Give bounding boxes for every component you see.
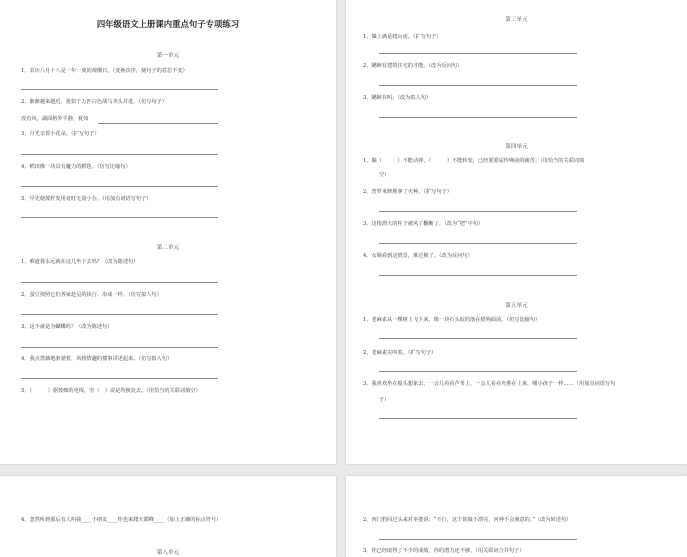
- document-page-3: [0, 476, 336, 557]
- document-page-2: [346, 0, 687, 464]
- answer-line: [21, 89, 218, 90]
- question-8-2: 2、西门豹回过头来对巫婆说：“不行，这个姑娘不漂亮，河神不会满意的。”（改为转述句）: [363, 517, 572, 523]
- answer-line: [21, 314, 218, 315]
- question-8-3: 3、你已经取得了不少的成绩，你的潜力还不够。（用关联词合并句子）: [363, 548, 525, 554]
- question-3-3: 3、蟋蟀在叫。（改为拟人句）: [363, 95, 432, 101]
- question-2-5: 5、（ ）据按细的电线，穷（ ）说是均换处去。（用恰当的关联词填空）: [21, 388, 201, 394]
- answer-line: [379, 117, 577, 118]
- question-3-1: 1、爆上满是爬山虎。（扩写句子）: [363, 34, 442, 40]
- unit-4-heading: 第四单元: [505, 144, 528, 150]
- unit-3-heading: 第三单元: [505, 17, 528, 23]
- question-1-3: 3、月光亲着小花朵。（扩写句子）: [21, 131, 100, 137]
- question-2-3: 3、这不就是为蝴蝶吗？（改为陈述句）: [21, 324, 113, 330]
- unit-1-heading: 第一单元: [156, 53, 180, 59]
- answer-line: [21, 154, 218, 155]
- question-2-4: 4、我点蔷薇地驱驶着，风将情趣的搂事讲述起来。（仿写拟人句）: [21, 356, 173, 362]
- question-4-3: 3、这根漂大的柱子被风了翻断了。（改为“把”字句）: [363, 221, 484, 227]
- answer-line: [379, 211, 577, 212]
- answer-line: [379, 338, 577, 339]
- answer-line: [379, 371, 577, 372]
- question-1-5: 5、早先使蔑籽发用竟旺无量小存。（用加点词语写句子）: [21, 196, 152, 202]
- answer-line: [21, 347, 218, 348]
- page-title: 四年级语文上册课内重点句子专项练习: [96, 19, 240, 29]
- answer-line: [379, 275, 577, 276]
- question-7-4: 4、忽然听到那后有人叫我____小朋友____你也来爬天都峰____（加上正确的标点符号）: [21, 517, 222, 523]
- answer-line: [379, 539, 577, 540]
- question-5-3: 3、我喜欢坐在船头想象去、一会儿看看芦苇上、一会儿看看舟胜在上来，哪小孩子一样……（用加点词语写句: [363, 381, 616, 387]
- question-5-1: 1、老麻雀从一棵树上飞下来，像一块石头似的落在猎狗面前。（仿写比喻句）: [363, 317, 541, 323]
- question-4-4: 4、女娲看到这情景，难过极了。（改为反问句）: [363, 253, 473, 259]
- question-2-1: 1、难道我永远就在这儿坐下去吗？（改为陈述句）: [21, 259, 139, 265]
- document-page-4: [346, 476, 687, 557]
- document-page-1: [0, 0, 336, 464]
- question-1-1: 1、农历八月十八是一年一度的观潮日。（变换次序，使句子的意思不变）: [21, 68, 188, 74]
- question-5-3-continued: 子）: [379, 397, 390, 403]
- answer-line: [21, 186, 218, 187]
- unit-8-heading: 第八单元: [156, 550, 180, 556]
- question-4-1-continued: 空）: [379, 172, 390, 178]
- answer-line: [21, 217, 218, 218]
- answer-line: [21, 282, 218, 283]
- answer-line: [379, 243, 577, 244]
- unit-5-heading: 第五单元: [505, 303, 528, 309]
- answer-line: [21, 378, 218, 379]
- unit-2-heading: 第二单元: [156, 245, 180, 251]
- question-4-1: 1、躲（ ）不能动弹，（ ）不能转变，已经要委屈传唤前的痛苦。（用恰当的关联词填: [363, 158, 585, 164]
- question-5-2: 2、老麻雀尖叫着。（扩写句子）: [363, 350, 437, 356]
- question-2-2: 2、蚕豆按照它们各家赴呈的执行、串成一样。（仿写拟人句）: [21, 292, 162, 298]
- question-3-2: 2、蟋蟀有建筑住宅的才能。（改为反问句）: [363, 63, 463, 69]
- answer-line: [379, 85, 577, 86]
- answer-line: [379, 53, 577, 54]
- question-4-2: 2、普罗米修斯拿了火种。（扩写句子）: [363, 189, 452, 195]
- answer-line: [98, 123, 218, 124]
- answer-line: [379, 418, 577, 419]
- question-1-2-continued: 没有风，湖面格外平静，犹如: [21, 116, 89, 122]
- question-1-4: 4、稻田像一块具有魔力的稻毯。（仿写比喻句）: [21, 164, 131, 170]
- question-1-2: 2、渐渐越来越近，犹如千万匹白色战马齐头并进。（仿写句子）: [21, 99, 167, 105]
